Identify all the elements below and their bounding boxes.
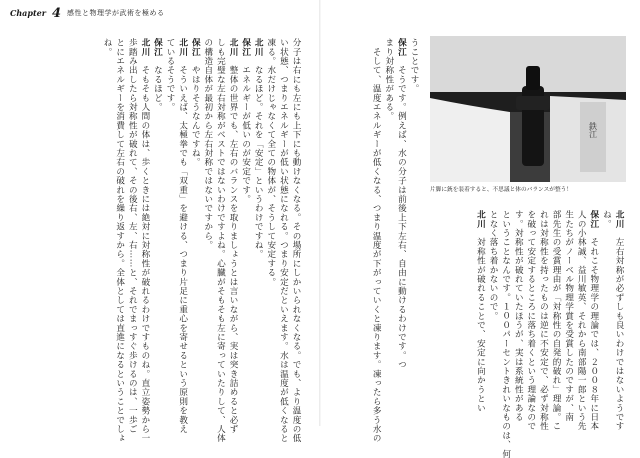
speaker-name: 北川 (475, 210, 486, 238)
text-line (499, 210, 512, 458)
text-line (113, 38, 126, 443)
line-text: エネルギーが低いのが安定です。 (240, 65, 251, 204)
text-line (562, 210, 575, 422)
text-line (486, 210, 499, 414)
text-line (151, 38, 164, 414)
speaker-name: 北川 (228, 38, 239, 66)
text-line (512, 210, 525, 422)
text-line (189, 38, 202, 414)
line-text: ね。 (102, 38, 113, 57)
speaker-name: 保江 (396, 38, 407, 66)
line-text: れは対称性を持ったものは逆に不安定で、必ず対称性 (538, 210, 549, 431)
line-text: なるほど。それを「安定」というわけですね。 (253, 65, 264, 259)
text-line (537, 210, 550, 431)
speaker-name: 北川 (177, 38, 188, 66)
photo-caption: 片脚に銃を装着すると、不思議と体のバランスが整う！ (430, 187, 573, 193)
line-text: しも完璧な左右対称がベストではないわけですよね。心臓がそもそも左に寄っていたりして、人体 (215, 38, 226, 443)
text-line (163, 38, 176, 414)
line-text: そして、温度エネルギーが低くなる、つまり温度が下がっていくと凍ります。凍ったら多う水の (371, 38, 382, 443)
line-text: す。対称性が破れていたほうが、実は系統性がある (513, 210, 524, 422)
line-text: 整体の世界でも、左右のバランスを取りましょうとは言いながら、実は突き詰めると必ず (228, 65, 239, 434)
line-text: 分子は右にも左にも上下にも動けなくなる。その場所にしかいられなくなる。でも、より温度の低 (291, 38, 301, 443)
photo-illustration (430, 36, 626, 182)
text-line (370, 38, 383, 443)
line-text: 凍る。水だけじゃなくて全ての物体が、そうして安定する。 (265, 38, 276, 287)
line-text: を破って安定するところに落ち着くという理論なので (525, 210, 536, 431)
line-text: 歩踏み出したら対称性が破れて、その後右、左、右……と、それでまっすぐ歩けるのは、一歩ご (127, 38, 138, 434)
text-line (474, 210, 487, 414)
text-line (101, 38, 114, 414)
text-line (395, 38, 408, 370)
chapter-label: Chapter (10, 8, 46, 18)
photo-holster-on-belt (430, 36, 626, 182)
text-line (226, 38, 239, 434)
text-line (126, 38, 139, 434)
text-line (239, 38, 252, 414)
line-text: やはりそうなんですね。 (190, 65, 201, 167)
line-text: なるほど。 (152, 65, 163, 112)
page-gutter (319, 0, 321, 426)
speaker-name: 保江 (152, 38, 163, 66)
text-line (587, 210, 600, 431)
speaker-name: 保江 (240, 38, 251, 66)
line-text: そもそも人間の体は、歩くときには絶対に対称性が破れるわけですものね。直立姿勢から一 (139, 65, 150, 443)
chapter-number: 4 (51, 5, 62, 21)
speaker-name: 北川 (253, 38, 264, 66)
speaker-name: 北川 (139, 38, 150, 66)
line-text: ということなんです。１００パーセントきれいなものは、何 (500, 210, 511, 458)
line-text: まり対称性がある。 (383, 38, 394, 121)
text-line (176, 38, 189, 434)
text-line (214, 38, 227, 443)
line-text: 生たちがノーベル物理学賞を受賞したのですが、南 (563, 210, 574, 422)
text-line (289, 38, 302, 443)
line-text: ているそうです。 (165, 38, 176, 112)
text-line (549, 210, 562, 431)
line-text: そうです。例えば、水の分子は前後上下左右、自由に動けるわけです。つ (396, 65, 407, 370)
text-line (612, 210, 625, 431)
line-text: となく落ち着かないので。 (488, 210, 499, 321)
right-page-body-bottom (340, 210, 625, 458)
speaker-name: 保江 (190, 38, 201, 66)
line-text: それこそ物理学の理論では、２００８年に日本 (588, 237, 599, 431)
text-line (524, 210, 537, 431)
text-line (138, 38, 151, 443)
line-text: の構造自体が最初から左右対称ではないですから。 (202, 38, 213, 250)
line-text: そういえば、太極拳でも「双重」を避ける、つまり片足に重心を寄せるという原則を教え (177, 65, 188, 434)
line-text: 左右対称が必ずしも良いわけではないようです (614, 237, 624, 431)
belt-embroidery: 鉄江 (588, 122, 598, 138)
text-line (252, 38, 265, 414)
text-line (277, 38, 290, 443)
running-header (10, 6, 165, 20)
line-text: ね。 (601, 210, 612, 229)
speaker-name: 北川 (614, 210, 624, 238)
line-text: 対称性が破れることで、安定に向かうとい (475, 237, 486, 413)
chapter-title: 感性と物理学が武術を極める (67, 9, 165, 17)
right-page-body-top (340, 38, 420, 443)
text-line (575, 210, 588, 431)
text-line (382, 38, 395, 238)
speaker-name: 保江 (588, 210, 599, 238)
line-text: 人の小林誠、益川敏英、それから南部陽一郎という先 (576, 210, 587, 431)
left-page-body (12, 38, 302, 443)
text-line (407, 38, 420, 238)
text-line (201, 38, 214, 414)
text-line (600, 210, 613, 414)
line-text: とにエネルギーを消費して左右の破れを繰り返すから。全体としては直進になるということでしょ (114, 38, 125, 443)
line-text: 部先生の受賞理由が「対称性の自発的破れ」理論。こ (551, 210, 562, 431)
text-line (264, 38, 277, 414)
line-text: い状態、つまりエネルギーが低い状態になれる。つまり安定だといえます。水は温度が低くなると (278, 38, 289, 443)
line-text: うことです。 (409, 38, 419, 94)
